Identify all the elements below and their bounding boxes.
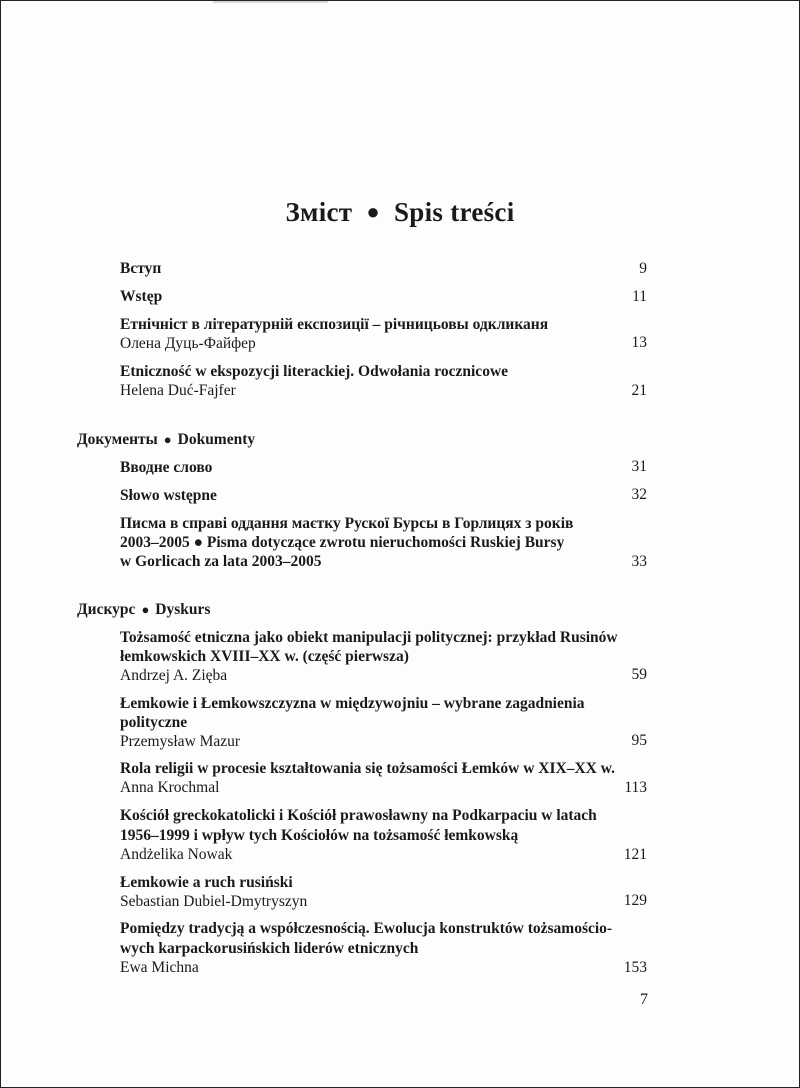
toc-entry-title-line: 2003–2005 ● Pisma dotyczące zwrotu nieruchomości Ruskiej Bursy	[120, 534, 565, 551]
toc-entry-title: Вводне слово	[120, 459, 213, 476]
toc-entry-title-line: Tożsamość etniczna jako obiekt manipulacji politycznej: przykład Rusinów	[120, 629, 618, 646]
toc-entry-page: 33	[631, 553, 647, 570]
section-heading-ukrainian: Документы	[77, 431, 158, 448]
toc-entry-author: Andrzej A. Zięba	[120, 667, 228, 684]
toc-entry-title-line: Kościół greckokatolicki i Kościół prawosławny na Podkarpaciu w latach	[120, 807, 597, 824]
toc-entry-title-line: Pomiędzy tradycją a współczesnością. Ewolucja konstruktów tożsamościo-	[120, 920, 613, 937]
section-heading-ukrainian: Дискурс	[77, 601, 136, 618]
section-bullet: ●	[141, 602, 150, 617]
toc-entry-title-line: wych karpackorusińskich liderów etnicznych	[120, 940, 419, 957]
toc-entry-page: 153	[623, 959, 647, 976]
toc-entry-author: Ewa Michna	[120, 959, 199, 976]
page-number: 7	[640, 991, 648, 1008]
toc-entry-page: 121	[623, 846, 647, 863]
toc-entry-title-line: Łemkowie a ruch rusiński	[120, 874, 293, 891]
toc-title	[1, 197, 799, 228]
toc-entry-title-line: w Gorlicach za lata 2003–2005	[120, 553, 322, 570]
toc-entry-author: Anna Krochmal	[120, 779, 220, 796]
section-heading-polish: Dyskurs	[155, 601, 211, 618]
section-heading-discourse	[77, 601, 210, 619]
toc-entry-title: Вступ	[120, 260, 162, 277]
toc-entry-author: Helena Duć-Fajfer	[120, 382, 236, 399]
toc-entry-page: 21	[631, 382, 647, 399]
toc-title-ukrainian: Зміст	[285, 197, 353, 227]
toc-entry-page: 9	[639, 260, 647, 277]
toc-entry-author: Sebastian Dubiel-Dmytryszyn	[120, 893, 308, 910]
toc-entry-author: Олена Дуць-Файфер	[120, 335, 256, 352]
toc-entry-page: 113	[624, 779, 647, 796]
toc-entry-title-line: łemkowskich XVIII–XX w. (część pierwsza)	[120, 648, 409, 665]
toc-entry-title: Słowo wstępne	[120, 487, 217, 504]
toc-title-polish: Spis treści	[393, 197, 515, 227]
section-bullet: ●	[163, 432, 172, 447]
toc-entry-title-line: Писма в справі оддання маєтку Рускої Бурсы в Горлицях з років	[120, 515, 574, 532]
toc-entry-page: 95	[631, 732, 647, 749]
toc-entry-title: Wstęp	[120, 288, 163, 305]
section-heading-documents	[77, 431, 255, 449]
toc-entry-page: 31	[631, 458, 647, 475]
toc-entry-page: 59	[631, 666, 647, 683]
section-heading-polish: Dokumenty	[177, 431, 256, 448]
scan-mark	[213, 1, 328, 3]
toc-entry-title-line: Łemkowie i Łemkowszczyzna w międzywojniu – wybrane zagadnienia	[120, 695, 585, 712]
title-bullet: ●	[366, 199, 380, 224]
toc-entry-title-line: 1956–1999 i wpływ tych Kościołów na tożsamość łemkowską	[120, 827, 519, 844]
toc-entry-page: 32	[631, 486, 647, 503]
toc-entry-title-line: polityczne	[120, 714, 188, 731]
toc-entry-author: Andżelika Nowak	[120, 846, 233, 863]
toc-entry-page: 13	[631, 334, 647, 351]
toc-entry-author: Przemysław Mazur	[120, 733, 241, 750]
toc-entry-page: 129	[623, 892, 647, 909]
toc-entry-title: Etniczność w ekspozycji literackiej. Odwołania rocznicowe	[120, 363, 509, 380]
toc-entry-title: Етнічніст в літературній експозиції – річницьовы одкликаня	[120, 316, 549, 333]
toc-entry-title-line: Rola religii w procesie kształtowania się tożsamości Łemków w XIX–XX w.	[120, 760, 615, 777]
toc-entry-page: 11	[632, 288, 647, 305]
